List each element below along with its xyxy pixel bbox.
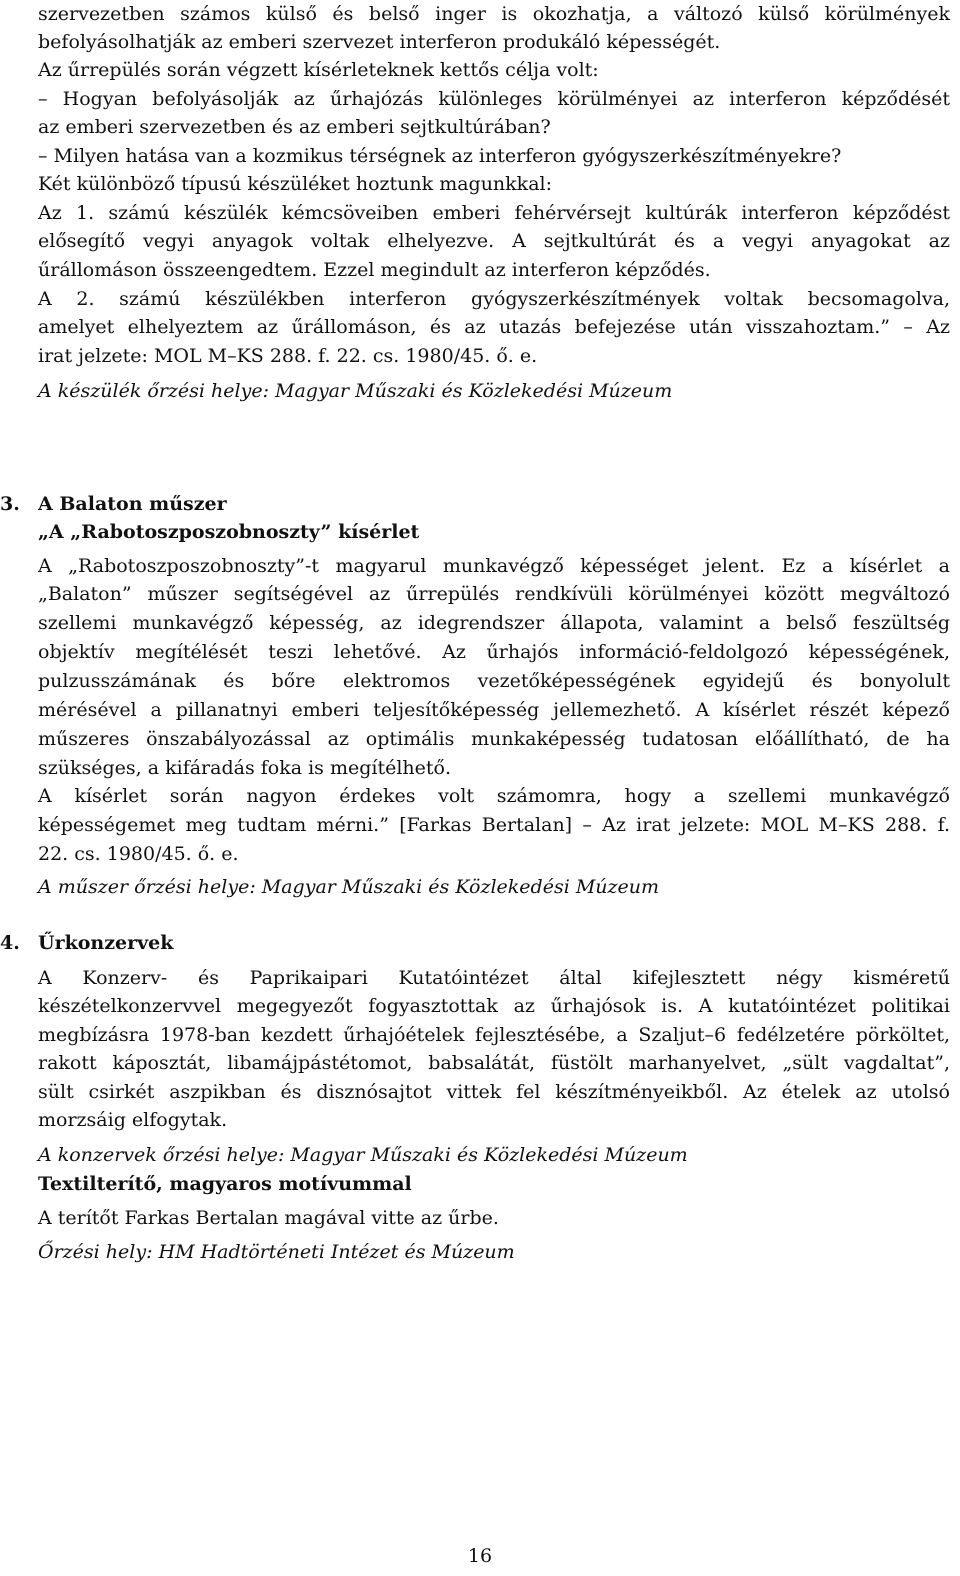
section4-line-3: megbízásra 1978-ban kezdett űrhajóételek fejlesztésébe, a Szaljut–6 fedélzetére pörköltet, (38, 1024, 950, 1046)
intro-line-4: – Hogyan befolyásolják az űrhajózás különleges körülményei az interferon képződését (38, 88, 950, 110)
section3-line-3: szellemi munkavégző képesség, az idegrendszer állapota, valamint a belső feszültség (38, 612, 950, 634)
section3-line-11: 22. cs. 1980/45. ő. e. (38, 843, 239, 865)
section4-line-1: A Konzerv- és Paprikaipari Kutatóintézet által kifejlesztett négy kisméretű (38, 967, 950, 989)
intro-line-3: Az űrrepülés során végzett kísérleteknek kettős célja volt: (38, 59, 599, 81)
section3-line-1: A „Rabotoszposzobnoszty”-t magyarul munkavégző képességet jelent. Ez a kísérlet a (38, 555, 950, 577)
section3-line-5: pulzusszámának és bőre elektromos vezetőképességének egyidejű és bonyolult (38, 670, 950, 692)
intro-line-6: – Milyen hatása van a kozmikus térségnek az interferon gyógyszerkészítményekre? (38, 145, 842, 167)
section3-line-10: képességemet meg tudtam mérni.” [Farkas Bertalan] – Az irat jelzete: MOL M–KS 288. f. (38, 814, 950, 836)
section4-line-5: sült csirkét aszpikban és disznósajtot vittek fel készítményeikből. Az ételek az utolsó (38, 1081, 950, 1103)
intro-storage-note: A készülék őrzési helye: Magyar Műszaki és Közlekedési Múzeum (38, 380, 673, 402)
intro-line-11: A 2. számú készülékben interferon gyógyszerkészítmények voltak becsomagolva, (38, 288, 950, 310)
section3-storage-note: A műszer őrzési helye: Magyar Műszaki és Közlekedési Múzeum (38, 876, 660, 898)
intro-line-7: Két különböző típusú készüléket hoztunk magunkkal: (38, 173, 553, 195)
section3-line-8: szükséges, a kifáradás foka is megítélhető. (38, 757, 452, 779)
section4-line-6: morzsáig elfogytak. (38, 1109, 228, 1131)
textile-title: Textilterítő, magyaros motívummal (38, 1173, 412, 1195)
section4-title: Űrkonzervek (38, 932, 174, 954)
intro-line-2: befolyásolhatják az emberi szervezet interferon produkáló képességét. (38, 31, 721, 53)
intro-line-12: amelyet elhelyeztem az űrállomáson, és az utazás befejezése után visszahoztam.” – Az (38, 316, 950, 338)
intro-line-9: elősegítő vegyi anyagok voltak elhelyezve. A sejtkultúrát és a vegyi anyagokat az (38, 230, 950, 252)
section3-line-7: műszeres önszabályozással az optimális munkaképesség tudatosan előállítható, de ha (38, 728, 950, 750)
intro-line-10: űrállomáson összeengedtem. Ezzel megindult az interferon képződés. (38, 259, 711, 281)
section3-line-6: mérésével a pillanatnyi emberi teljesítőképesség jellemezhető. A kísérlet részét képező (38, 699, 950, 721)
section4-storage-note: A konzervek őrzési helye: Magyar Műszaki és Közlekedési Múzeum (38, 1144, 688, 1166)
section4-line-4: rakott káposztát, libamájpástétomot, babsalátát, füstölt marhanyelvet, „sült vagdaltat”, (38, 1052, 950, 1074)
section3-line-9: A kísérlet során nagyon érdekes volt számomra, hogy a szellemi munkavégző (38, 785, 950, 807)
section3-line-2: „Balaton” műszer segítségével az űrrepülés rendkívüli körülményei között megváltozó (38, 583, 950, 605)
section3-number: 3. (0, 493, 20, 515)
intro-line-1: szervezetben számos külső és belső inger is okozhatja, a változó külső körülmények (38, 3, 950, 25)
section3-heading (0, 490, 227, 519)
intro-line-8: Az 1. számú készülék kémcsöveiben emberi fehérvérsejt kultúrák interferon képződést (38, 202, 950, 224)
textile-text: A terítőt Farkas Bertalan magával vitte az űrbe. (38, 1207, 499, 1229)
section3-title: A Balaton műszer (38, 493, 227, 515)
page-number: 16 (467, 1545, 493, 1567)
section4-line-2: készételkonzervvel megegyezőt fogyasztottak az űrhajósok is. A kutatóintézet politikai (38, 995, 950, 1017)
textile-storage: Őrzési hely: HM Hadtörténeti Intézet és Múzeum (38, 1241, 515, 1263)
intro-line-13: irat jelzete: MOL M–KS 288. f. 22. cs. 1980/45. ő. e. (38, 345, 538, 367)
section4-heading (0, 929, 174, 958)
intro-line-5: az emberi szervezetben és az emberi sejtkultúrában? (38, 116, 551, 138)
section3-line-4: objektív megítélését teszi lehetővé. Az űrhajós információ-feldolgozó képességének, (38, 641, 950, 663)
section4-number: 4. (0, 932, 20, 954)
section3-subtitle: „A „Rabotoszposzobnoszty” kísérlet (38, 521, 420, 543)
